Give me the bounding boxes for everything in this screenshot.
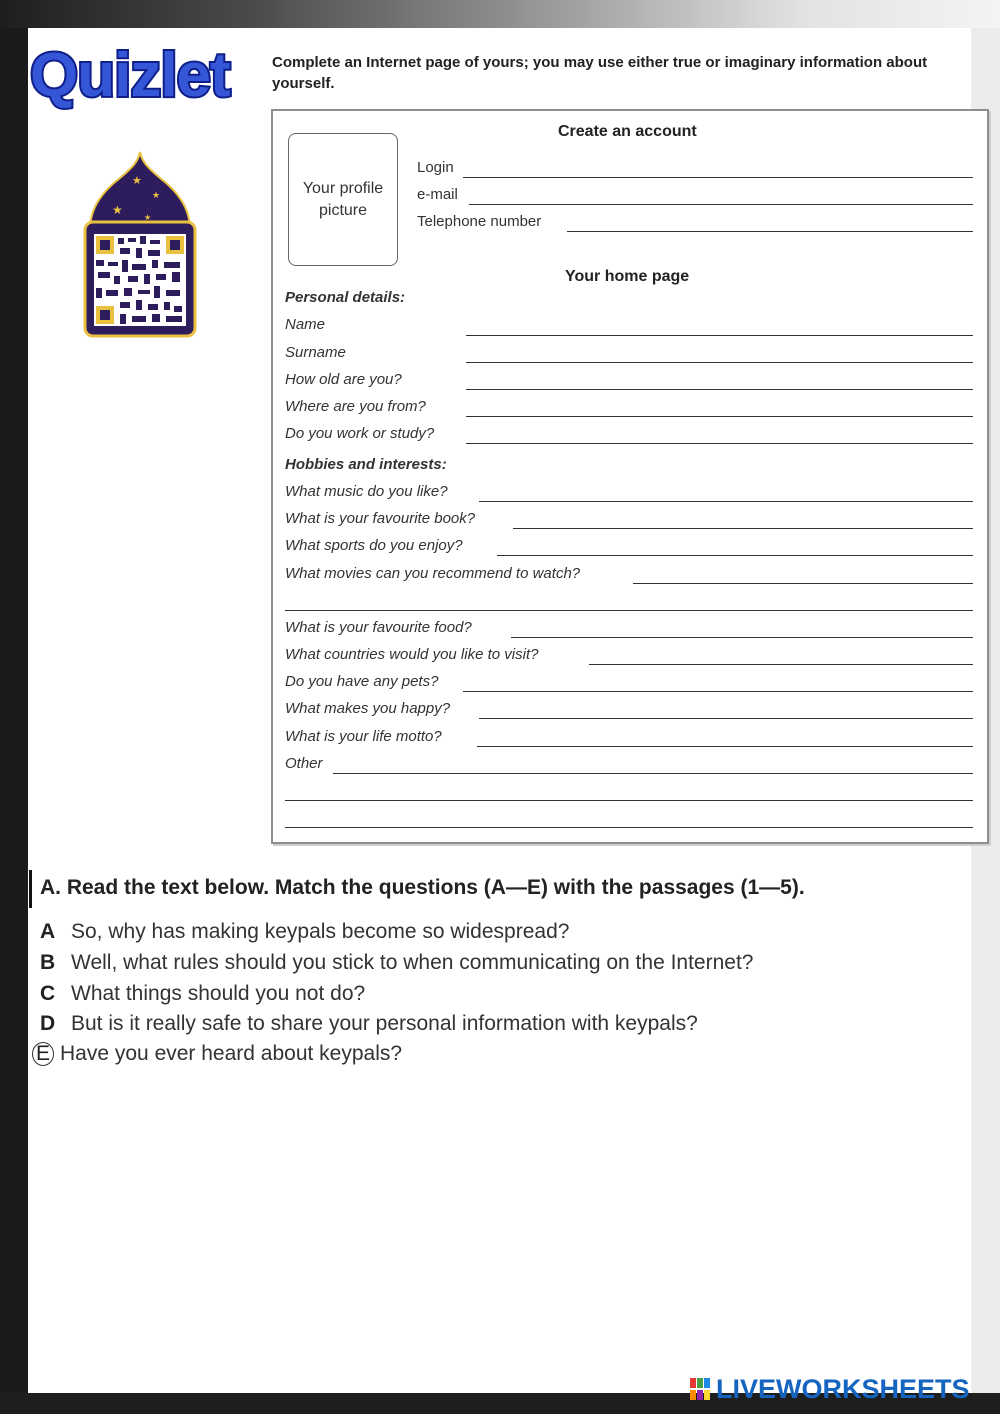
- option-a[interactable]: [40, 920, 569, 944]
- option-letter-circled: E: [32, 1042, 54, 1066]
- svg-text:★: ★: [132, 174, 142, 187]
- book-input[interactable]: [513, 528, 973, 529]
- name-input[interactable]: [466, 335, 973, 336]
- account-form: [271, 109, 989, 844]
- option-letter: A: [40, 920, 56, 943]
- age-input[interactable]: [466, 389, 973, 390]
- svg-text:★: ★: [112, 203, 123, 217]
- music-input[interactable]: [479, 501, 973, 502]
- liveworksheets-wordmark: LIVEWORKSHEETS: [716, 1374, 970, 1404]
- motto-label: What is your life motto?: [285, 728, 442, 745]
- book-label: What is your favourite book?: [285, 510, 476, 527]
- work-study-input[interactable]: [466, 443, 973, 444]
- other-label: Other: [285, 755, 323, 772]
- svg-text:★: ★: [144, 213, 152, 222]
- qr-code-badge[interactable]: [82, 150, 198, 340]
- food-label: What is your favourite food?: [285, 619, 472, 636]
- happy-input[interactable]: [479, 718, 973, 719]
- happy-label: What makes you happy?: [285, 700, 451, 717]
- quizlet-logo[interactable]: Quizlet: [30, 41, 230, 110]
- motto-input[interactable]: [477, 746, 973, 747]
- personal-details-heading: Personal details:: [285, 289, 406, 306]
- surname-input[interactable]: [466, 362, 973, 363]
- other-input-extra-line-2[interactable]: [285, 827, 973, 828]
- pets-label: Do you have any pets?: [285, 673, 439, 690]
- movies-label: What movies can you recommend to watch?: [285, 565, 581, 582]
- option-d[interactable]: [40, 1012, 698, 1036]
- top-gradient-bar: [0, 0, 1000, 28]
- countries-label: What countries would you like to visit?: [285, 646, 539, 663]
- option-letter: C: [40, 982, 56, 1005]
- option-text: Well, what rules should you stick to when communicating on the Internet?: [71, 951, 754, 974]
- surname-label: Surname: [285, 344, 346, 361]
- age-label: How old are you?: [285, 371, 402, 388]
- option-text: So, why has making keypals become so widespread?: [71, 920, 570, 943]
- badge-dome-icon: [90, 152, 190, 230]
- profile-picture-label: Your profile picture: [302, 179, 384, 219]
- email-label: e-mail: [417, 186, 458, 203]
- login-input[interactable]: [463, 177, 973, 178]
- sports-label: What sports do you enjoy?: [285, 537, 463, 554]
- option-text: But is it really safe to share your personal information with keypals?: [71, 1012, 698, 1035]
- pets-input[interactable]: [463, 691, 973, 692]
- option-e[interactable]: [36, 1042, 403, 1066]
- other-input-extra-line-1[interactable]: [285, 800, 973, 801]
- intro-instruction: Complete an Internet page of yours; you may use either true or imaginary information about yourself.: [272, 54, 928, 92]
- task-instruction: A. Read the text below. Match the questions (A—E) with the passages (1—5).: [40, 876, 805, 899]
- option-letter: B: [40, 951, 56, 974]
- work-study-label: Do you work or study?: [285, 425, 435, 442]
- option-b[interactable]: [40, 951, 753, 975]
- origin-input[interactable]: [466, 416, 973, 417]
- hobbies-heading: Hobbies and interests:: [285, 456, 447, 473]
- profile-picture-box[interactable]: [288, 133, 398, 266]
- food-input[interactable]: [511, 637, 973, 638]
- create-account-title: Create an account: [558, 123, 697, 140]
- telephone-label: Telephone number: [417, 213, 542, 230]
- countries-input[interactable]: [589, 664, 973, 665]
- origin-label: Where are you from?: [285, 398, 426, 415]
- option-text: Have you ever heard about keypals?: [60, 1042, 403, 1065]
- option-text: What things should you not do?: [71, 982, 366, 1005]
- liveworksheets-logo[interactable]: [690, 1376, 970, 1403]
- login-label: Login: [417, 159, 454, 176]
- option-c[interactable]: [40, 982, 365, 1006]
- home-page-title: Your home page: [565, 268, 690, 285]
- movies-input[interactable]: [633, 583, 973, 584]
- movies-input-extra-line[interactable]: [285, 610, 973, 611]
- email-input[interactable]: [469, 204, 973, 205]
- sports-input[interactable]: [497, 555, 973, 556]
- svg-text:★: ★: [152, 191, 161, 201]
- other-input[interactable]: [333, 773, 973, 774]
- name-label: Name: [285, 316, 326, 333]
- option-letter: D: [40, 1012, 56, 1035]
- music-label: What music do you like?: [285, 483, 448, 500]
- liveworksheets-grid-icon: [690, 1378, 716, 1402]
- telephone-input[interactable]: [567, 231, 973, 232]
- task-margin-marker: [29, 870, 32, 908]
